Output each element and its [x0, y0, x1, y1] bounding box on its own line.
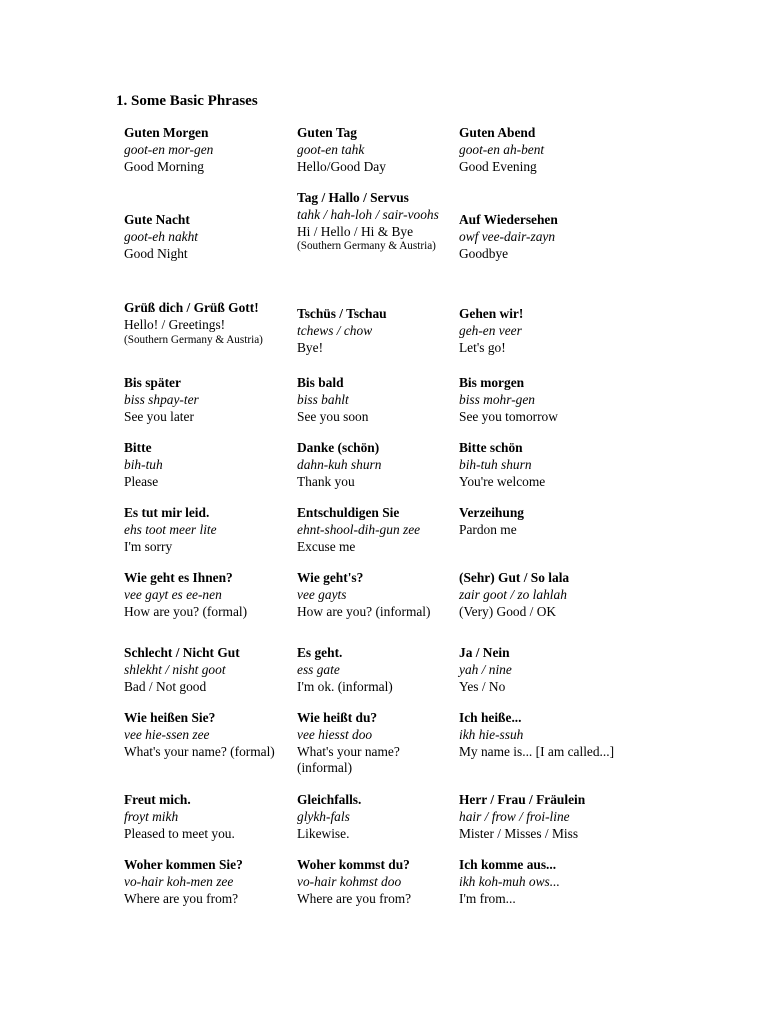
phrase-cell [124, 857, 297, 922]
english-translation: What's your name? (informal) [297, 743, 400, 776]
english-translation: Hello/Good Day [297, 158, 386, 174]
phrase-cell [459, 300, 649, 375]
pronunciation: goot-en ah-bent [459, 141, 545, 157]
region-note: (Southern Germany & Austria) [297, 240, 436, 253]
german-phrase: Gleichfalls. [297, 792, 362, 807]
german-phrase: Wie heißen Sie? [124, 710, 216, 725]
pronunciation: goot-eh nakht [124, 228, 199, 244]
phrase-cell [297, 125, 459, 190]
pronunciation: biss shpay-ter [124, 391, 199, 407]
phrase-cell [459, 125, 649, 190]
pronunciation: vee hie-ssen zee [124, 726, 210, 742]
phrase-cell [297, 857, 459, 922]
pronunciation: glykh-fals [297, 808, 350, 824]
pronunciation: vo-hair kohmst doo [297, 873, 402, 889]
english-translation: Thank you [297, 473, 355, 489]
english-translation: I'm from... [459, 890, 516, 906]
phrase-cell [297, 375, 459, 440]
pronunciation: shlekht / nisht goot [124, 661, 226, 677]
german-phrase: Wie heißt du? [297, 710, 378, 725]
german-phrase: Wie geht es Ihnen? [124, 570, 233, 585]
phrase-cell [297, 710, 459, 792]
section-title: 1. Some Basic Phrases [116, 93, 258, 109]
phrase-cell [297, 300, 459, 375]
pronunciation: yah / nine [459, 661, 512, 677]
phrase-cell [124, 375, 297, 440]
english-translation: Where are you from? [297, 890, 412, 906]
pronunciation: ikh hie-ssuh [459, 726, 524, 742]
german-phrase: Tag / Hallo / Servus [297, 190, 409, 205]
english-translation: What's your name? (formal) [124, 743, 275, 759]
phrase-cell [124, 570, 297, 645]
german-phrase: Bis später [124, 375, 181, 390]
pronunciation: tahk / hah-loh / sair-voohs [297, 206, 439, 222]
english-translation: See you tomorrow [459, 408, 558, 424]
german-phrase: Auf Wiedersehen [459, 212, 558, 227]
phrase-cell [459, 190, 649, 300]
pronunciation: ehnt-shool-dih-gun zee [297, 521, 421, 537]
phrase-cell [124, 645, 297, 710]
pronunciation: vee gayt es ee-nen [124, 586, 222, 602]
english-translation: Mister / Misses / Miss [459, 825, 579, 841]
phrase-cell [459, 645, 649, 710]
phrase-cell [124, 190, 297, 300]
phrase-cell [459, 440, 649, 505]
phrase-cell [297, 645, 459, 710]
english-translation: How are you? (formal) [124, 603, 248, 619]
pronunciation: bih-tuh shurn [459, 456, 532, 472]
phrase-cell [297, 440, 459, 505]
english-translation: Hello! / Greetings! [124, 316, 226, 332]
pronunciation: bih-tuh [124, 456, 163, 472]
german-phrase: Es geht. [297, 645, 343, 660]
german-phrase: Bitte [124, 440, 152, 455]
german-phrase: Freut mich. [124, 792, 191, 807]
english-translation: Let's go! [459, 339, 506, 355]
german-phrase: Woher kommst du? [297, 857, 410, 872]
german-phrase: Woher kommen Sie? [124, 857, 243, 872]
phrase-cell [124, 125, 297, 190]
english-translation: See you soon [297, 408, 369, 424]
german-phrase: Bis bald [297, 375, 344, 390]
phrase-cell [124, 300, 297, 375]
phrase-cell [459, 792, 649, 857]
phrase-table [124, 125, 649, 922]
german-phrase: Tschüs / Tschau [297, 306, 387, 321]
german-phrase: (Sehr) Gut / So lala [459, 570, 570, 585]
pronunciation: froyt mikh [124, 808, 179, 824]
pronunciation: zair goot / zo lahlah [459, 586, 567, 602]
german-phrase: Gute Nacht [124, 212, 190, 227]
english-translation: I'm ok. (informal) [297, 678, 393, 694]
german-phrase: Wie geht's? [297, 570, 364, 585]
german-phrase: Schlecht / Nicht Gut [124, 645, 240, 660]
english-translation: See you later [124, 408, 194, 424]
pronunciation: ehs toot meer lite [124, 521, 217, 537]
english-translation: Yes / No [459, 678, 506, 694]
pronunciation: goot-en mor-gen [124, 141, 214, 157]
pronunciation: ikh koh-muh ows... [459, 873, 560, 889]
phrase-cell [459, 375, 649, 440]
phrase-cell [297, 792, 459, 857]
english-translation: Good Night [124, 245, 188, 261]
english-translation: You're welcome [459, 473, 546, 489]
pronunciation: vo-hair koh-men zee [124, 873, 234, 889]
phrase-cell [124, 505, 297, 570]
pronunciation: goot-en tahk [297, 141, 365, 157]
pronunciation: ess gate [297, 661, 340, 677]
english-translation: Hi / Hello / Hi & Bye [297, 223, 414, 239]
phrase-cell [297, 570, 459, 645]
pronunciation: biss bahlt [297, 391, 349, 407]
phrase-cell [297, 190, 459, 300]
english-translation: Excuse me [297, 538, 356, 554]
english-translation: Where are you from? [124, 890, 239, 906]
german-phrase: Es tut mir leid. [124, 505, 210, 520]
german-phrase: Bitte schön [459, 440, 523, 455]
pronunciation: biss mohr-gen [459, 391, 535, 407]
phrase-cell [297, 505, 459, 570]
english-translation: Pardon me [459, 521, 517, 537]
english-translation: Please [124, 473, 159, 489]
english-translation: Good Morning [124, 158, 204, 174]
pronunciation: vee gayts [297, 586, 347, 602]
pronunciation: hair / frow / froi-line [459, 808, 570, 824]
german-phrase: Guten Tag [297, 125, 357, 140]
english-translation: Pleased to meet you. [124, 825, 235, 841]
english-translation: My name is... [I am called...] [459, 743, 615, 759]
german-phrase: Bis morgen [459, 375, 525, 390]
english-translation: Goodbye [459, 245, 509, 261]
german-phrase: Grüß dich / Grüß Gott! [124, 300, 259, 315]
region-note: (Southern Germany & Austria) [124, 333, 263, 346]
german-phrase: Guten Morgen [124, 125, 209, 140]
english-translation: I'm sorry [124, 538, 173, 554]
german-phrase: Verzeihung [459, 505, 524, 520]
phrase-cell [459, 857, 649, 922]
pronunciation: tchews / chow [297, 322, 373, 338]
german-phrase: Herr / Frau / Fräulein [459, 792, 586, 807]
phrase-cell [459, 710, 649, 792]
phrase-cell [124, 792, 297, 857]
german-phrase: Ja / Nein [459, 645, 510, 660]
pronunciation: geh-en veer [459, 322, 522, 338]
german-phrase: Gehen wir! [459, 306, 524, 321]
phrase-cell [124, 710, 297, 792]
pronunciation: dahn-kuh shurn [297, 456, 382, 472]
german-phrase: Ich komme aus... [459, 857, 557, 872]
german-phrase: Guten Abend [459, 125, 536, 140]
phrase-cell [124, 440, 297, 505]
german-phrase: Entschuldigen Sie [297, 505, 400, 520]
german-phrase: Ich heiße... [459, 710, 522, 725]
english-translation: (Very) Good / OK [459, 603, 557, 619]
english-translation: Bad / Not good [124, 678, 207, 694]
pronunciation: owf vee-dair-zayn [459, 228, 556, 244]
german-phrase: Danke (schön) [297, 440, 380, 455]
phrase-cell [459, 570, 649, 645]
phrase-cell [459, 505, 649, 570]
english-translation: Good Evening [459, 158, 537, 174]
english-translation: Bye! [297, 339, 324, 355]
english-translation: How are you? (informal) [297, 603, 431, 619]
pronunciation: vee hiesst doo [297, 726, 373, 742]
english-translation: Likewise. [297, 825, 350, 841]
